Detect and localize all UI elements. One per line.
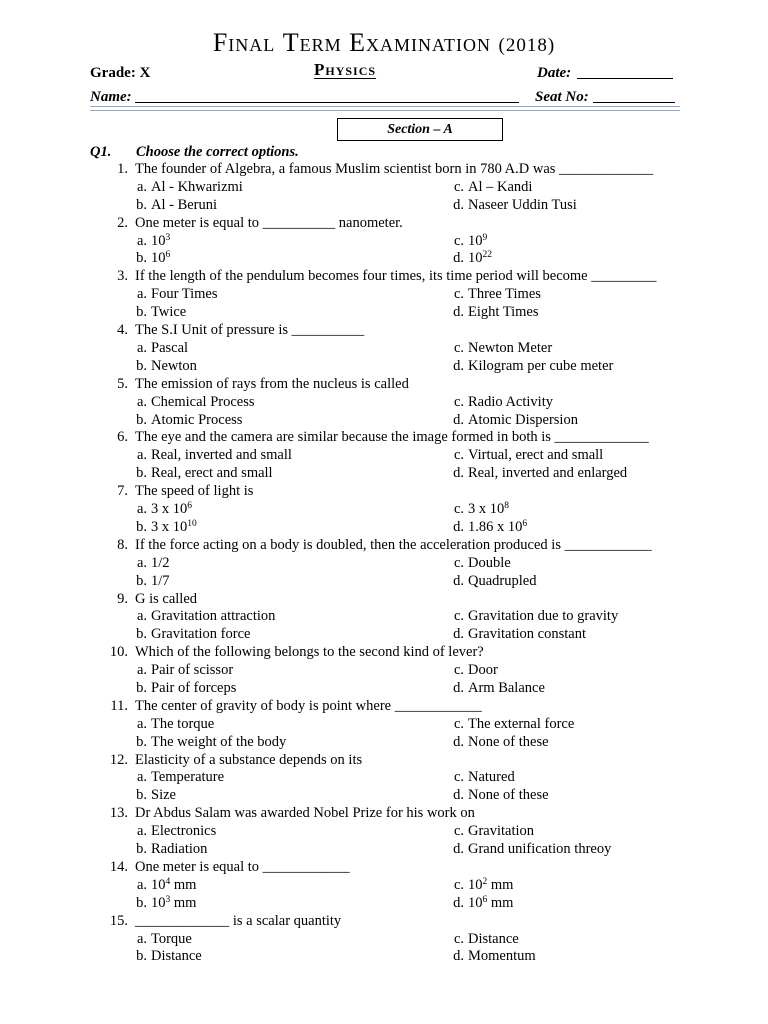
question-group-number: Q1. (90, 144, 112, 160)
option-letter: c. (453, 554, 464, 571)
option-letter: b. (136, 894, 147, 911)
option-text (151, 412, 242, 430)
question-number: 9. (117, 590, 128, 607)
option-letter: c. (453, 769, 464, 786)
header-row-grade (90, 60, 680, 85)
option-value: Arm Balance (468, 679, 545, 696)
option-letter: a. (136, 501, 147, 518)
option-letter: b. (136, 841, 147, 858)
option-letter: c. (453, 178, 464, 195)
option-text (468, 680, 545, 698)
option-value: Torque (151, 930, 192, 947)
option-letter: b. (136, 518, 147, 535)
question-item (0, 805, 768, 859)
question-item (0, 644, 768, 698)
option-text (468, 519, 527, 537)
option-letter: c. (453, 232, 464, 249)
name-blank-line (135, 102, 519, 103)
option-letter: a. (136, 178, 147, 195)
option-letter: d. (453, 679, 464, 696)
option-value: Pair of forceps (151, 679, 237, 696)
option-text (468, 608, 618, 626)
question-item (0, 859, 768, 913)
option-value: Real, erect and small (151, 465, 273, 482)
question-item (0, 215, 768, 269)
question-item (0, 322, 768, 376)
option-letter: c. (453, 930, 464, 947)
option-value: 10 (468, 876, 483, 893)
option-text (468, 662, 498, 680)
option-value: Temperature (151, 769, 225, 786)
question-number: 3. (117, 268, 128, 285)
option-exponent: 6 (165, 250, 171, 261)
option-letter: c. (453, 447, 464, 464)
option-letter: a. (136, 608, 147, 625)
option-letter: c. (453, 608, 464, 625)
option-value: 10 (468, 232, 483, 249)
option-text (468, 394, 553, 412)
option-exponent: 6 (522, 518, 528, 529)
option-text (151, 250, 170, 268)
option-letter: d. (453, 196, 464, 213)
question-text: Which of the following belongs to the second kind of lever? (135, 644, 484, 661)
option-letter: c. (453, 823, 464, 840)
option-value: 3 x 10 (151, 501, 188, 518)
option-letter: d. (453, 733, 464, 750)
header-divider (90, 106, 680, 111)
option-letter: c. (453, 501, 464, 518)
title-word-final: Final (212, 28, 276, 57)
option-text (468, 823, 534, 841)
option-text (468, 233, 487, 251)
option-value: Al – Kandi (468, 178, 533, 195)
option-value: Pair of scissor (151, 662, 234, 679)
question-text: The center of gravity of body is point where ____________ (135, 697, 482, 714)
option-text (151, 626, 250, 644)
question-text: Dr Abdus Salam was awarded Nobel Prize for his work on (135, 805, 475, 822)
option-text (151, 179, 243, 197)
question-text: Elasticity of a substance depends on its (135, 751, 363, 768)
question-number: 10. (109, 644, 128, 661)
option-letter: a. (136, 232, 147, 249)
option-value: Door (468, 662, 498, 679)
option-text (468, 895, 513, 913)
option-letter: a. (136, 769, 147, 786)
question-item (0, 591, 768, 645)
option-text (151, 662, 233, 680)
option-text (468, 304, 539, 322)
option-text (468, 412, 578, 430)
option-letter: b. (136, 572, 147, 589)
option-value: Al - Khwarizmi (151, 178, 243, 195)
option-value: 10 (468, 250, 483, 267)
date-blank-line (577, 78, 673, 79)
option-value: Virtual, erect and small (468, 447, 604, 464)
option-text (468, 877, 513, 895)
option-value: Quadrupled (468, 572, 537, 589)
option-text (468, 931, 519, 949)
option-letter: c. (453, 662, 464, 679)
option-letter: a. (136, 876, 147, 893)
option-letter: d. (453, 304, 464, 321)
question-number: 12. (109, 751, 128, 768)
option-value: Distance (151, 948, 202, 965)
title-word-term: Term (282, 28, 342, 57)
option-text (151, 931, 192, 949)
question-item (0, 483, 768, 537)
option-text (151, 716, 214, 734)
option-letter: c. (453, 339, 464, 356)
header-row-name (90, 88, 680, 108)
option-value: Three Times (468, 286, 541, 303)
seat-label: Seat No: (535, 89, 589, 105)
question-item (0, 376, 768, 430)
option-letter: b. (136, 250, 147, 267)
option-letter: b. (136, 679, 147, 696)
option-text (468, 841, 611, 859)
option-value: Distance (468, 930, 519, 947)
option-letter: d. (453, 626, 464, 643)
option-value: Kilogram per cube meter (468, 357, 614, 374)
option-value: Real, inverted and enlarged (468, 465, 628, 482)
exam-year: (2018) (498, 35, 556, 56)
question-number: 1. (117, 161, 128, 177)
option-value: Atomic Process (151, 411, 243, 428)
question-text: The S.I Unit of pressure is __________ (135, 322, 365, 339)
option-value: Radio Activity (468, 393, 553, 410)
option-letter: a. (136, 339, 147, 356)
option-value: Gravitation due to gravity (468, 608, 619, 625)
grade-label: Grade: X (90, 65, 151, 81)
option-text (151, 286, 218, 304)
section-heading: Section – A (337, 118, 503, 141)
option-letter: d. (453, 411, 464, 428)
option-letter: d. (453, 518, 464, 535)
option-letter: d. (453, 465, 464, 482)
option-exponent: 22 (482, 250, 492, 261)
option-text (151, 680, 236, 698)
option-letter: a. (136, 447, 147, 464)
exam-title (0, 26, 768, 63)
option-letter: d. (453, 948, 464, 965)
option-value: Al - Beruni (151, 196, 218, 213)
option-text (151, 447, 292, 465)
question-item (0, 698, 768, 752)
option-letter: d. (453, 572, 464, 589)
option-text (468, 179, 532, 197)
option-text (468, 340, 552, 358)
option-letter: d. (453, 841, 464, 858)
option-value: Natured (468, 769, 515, 786)
option-letter: b. (136, 948, 147, 965)
option-value: None of these (468, 787, 549, 804)
option-exponent: 6 (187, 501, 192, 512)
option-text (468, 626, 586, 644)
option-unit: mm (487, 894, 514, 911)
option-text (151, 823, 216, 841)
option-value: Eight Times (468, 304, 539, 321)
option-value: 10 (151, 232, 166, 249)
option-letter: d. (453, 357, 464, 374)
question-item (0, 429, 768, 483)
question-text: One meter is equal to __________ nanometer. (135, 214, 403, 231)
option-text (468, 734, 549, 752)
option-exponent: 9 (482, 232, 488, 243)
option-letter: b. (136, 787, 147, 804)
option-letter: a. (136, 715, 147, 732)
option-letter: b. (136, 411, 147, 428)
option-value: 3 x 10 (151, 518, 188, 535)
option-text (151, 841, 207, 859)
option-letter: c. (453, 393, 464, 410)
option-text (151, 769, 224, 787)
option-exponent: 6 (482, 894, 488, 905)
question-number: 15. (109, 912, 128, 929)
option-letter: b. (136, 626, 147, 643)
option-text (468, 555, 511, 573)
option-letter: d. (453, 894, 464, 911)
option-value: 10 (151, 894, 166, 911)
option-value: Grand unification threoy (468, 841, 612, 858)
option-text (151, 787, 176, 805)
option-value: 1/7 (151, 572, 170, 589)
option-letter: b. (136, 465, 147, 482)
question-number: 14. (109, 858, 128, 875)
name-label: Name: (90, 89, 132, 105)
question-text: One meter is equal to ____________ (135, 858, 350, 875)
question-item (0, 268, 768, 322)
option-exponent: 2 (482, 876, 488, 887)
option-value: 1/2 (151, 554, 170, 571)
option-unit: mm (487, 876, 514, 893)
option-value: Gravitation constant (468, 626, 586, 643)
option-text (468, 716, 574, 734)
option-letter: a. (136, 554, 147, 571)
option-text (151, 608, 275, 626)
option-text (151, 877, 196, 895)
option-value: Atomic Dispersion (468, 411, 578, 428)
option-text (151, 501, 192, 519)
subject-title: Physics (314, 60, 377, 79)
question-number: 8. (117, 536, 128, 553)
option-value: Real, inverted and small (151, 447, 292, 464)
option-text (151, 519, 197, 537)
option-text (151, 948, 202, 966)
option-text (468, 573, 536, 591)
option-letter: d. (453, 787, 464, 804)
option-value: Pascal (151, 339, 189, 356)
option-value: Gravitation attraction (151, 608, 276, 625)
option-value: None of these (468, 733, 549, 750)
option-value: The weight of the body (151, 733, 287, 750)
option-letter: a. (136, 286, 147, 303)
option-text (468, 465, 627, 483)
option-text (151, 895, 196, 913)
question-number: 7. (117, 483, 128, 500)
question-item (0, 537, 768, 591)
option-letter: a. (136, 823, 147, 840)
option-text (151, 394, 255, 412)
option-letter: c. (453, 876, 464, 893)
option-value: Gravitation force (151, 626, 251, 643)
option-letter: d. (453, 250, 464, 267)
question-number: 2. (117, 214, 128, 231)
option-value: 10 (151, 876, 166, 893)
option-value: Newton (151, 357, 197, 374)
option-value: 10 (151, 250, 166, 267)
option-value: Size (151, 787, 176, 804)
option-letter: b. (136, 733, 147, 750)
option-value: 10 (468, 894, 483, 911)
option-text (151, 734, 286, 752)
question-text: The founder of Algebra, a famous Muslim scientist born in 780 A.D was _____________ (135, 161, 654, 177)
option-letter: b. (136, 357, 147, 374)
option-letter: b. (136, 304, 147, 321)
option-text (151, 465, 273, 483)
date-label: Date: (537, 65, 572, 81)
question-text: The speed of light is (135, 483, 254, 500)
option-text (468, 286, 541, 304)
question-text: G is called (135, 590, 198, 607)
option-value: Momentum (468, 948, 536, 965)
option-letter: c. (453, 286, 464, 303)
question-number: 4. (117, 322, 128, 339)
option-value: Radiation (151, 841, 208, 858)
option-value: 1.86 x 10 (468, 518, 523, 535)
option-text (468, 948, 536, 966)
option-value: Newton Meter (468, 339, 553, 356)
option-text (151, 555, 170, 573)
option-text (468, 447, 603, 465)
question-item (0, 913, 768, 967)
option-text (151, 233, 170, 251)
question-text: The eye and the camera are similar because the image formed in both is _____________ (135, 429, 649, 446)
question-text: The emission of rays from the nucleus is called (135, 375, 409, 392)
option-value: The torque (151, 715, 215, 732)
option-text (468, 787, 549, 805)
option-unit: mm (170, 876, 197, 893)
option-exponent: 3 (165, 894, 171, 905)
option-letter: b. (136, 196, 147, 213)
question-text: If the length of the pendulum becomes four times, its time period will become _________ (135, 268, 657, 285)
option-value: The external force (468, 715, 575, 732)
question-number: 5. (117, 375, 128, 392)
option-letter: a. (136, 393, 147, 410)
question-text: If the force acting on a body is doubled, then the acceleration produced is ____________ (135, 536, 652, 553)
option-value: Naseer Uddin Tusi (468, 196, 577, 213)
option-exponent: 4 (165, 876, 171, 887)
option-letter: a. (136, 930, 147, 947)
question-list (0, 161, 768, 966)
question-item (0, 752, 768, 806)
option-text (151, 197, 217, 215)
option-letter: a. (136, 662, 147, 679)
option-text (468, 197, 577, 215)
option-unit: mm (170, 894, 197, 911)
option-text (151, 358, 197, 376)
option-text (151, 573, 170, 591)
option-value: Double (468, 554, 511, 571)
option-value: Chemical Process (151, 393, 255, 410)
option-value: Twice (151, 304, 187, 321)
option-value: 3 x 10 (468, 501, 505, 518)
question-number: 6. (117, 429, 128, 446)
option-text (151, 304, 186, 322)
seat-blank-line (593, 102, 675, 103)
option-value: Gravitation (468, 823, 535, 840)
option-value: Electronics (151, 823, 217, 840)
option-text (468, 769, 515, 787)
option-text (151, 340, 188, 358)
option-letter: c. (453, 715, 464, 732)
question-number: 13. (109, 805, 128, 822)
option-text (468, 501, 509, 519)
option-text (468, 250, 492, 268)
question-item (0, 161, 768, 215)
title-word-examination: Examination (349, 28, 492, 57)
option-exponent: 8 (504, 501, 509, 512)
option-text (468, 358, 613, 376)
option-exponent: 3 (165, 232, 171, 243)
question-number: 11. (110, 697, 128, 714)
option-exponent: 10 (187, 518, 197, 529)
question-text: _____________ is a scalar quantity (135, 912, 342, 929)
question-group-instruction: Choose the correct options. (136, 144, 299, 160)
option-value: Four Times (151, 286, 218, 303)
